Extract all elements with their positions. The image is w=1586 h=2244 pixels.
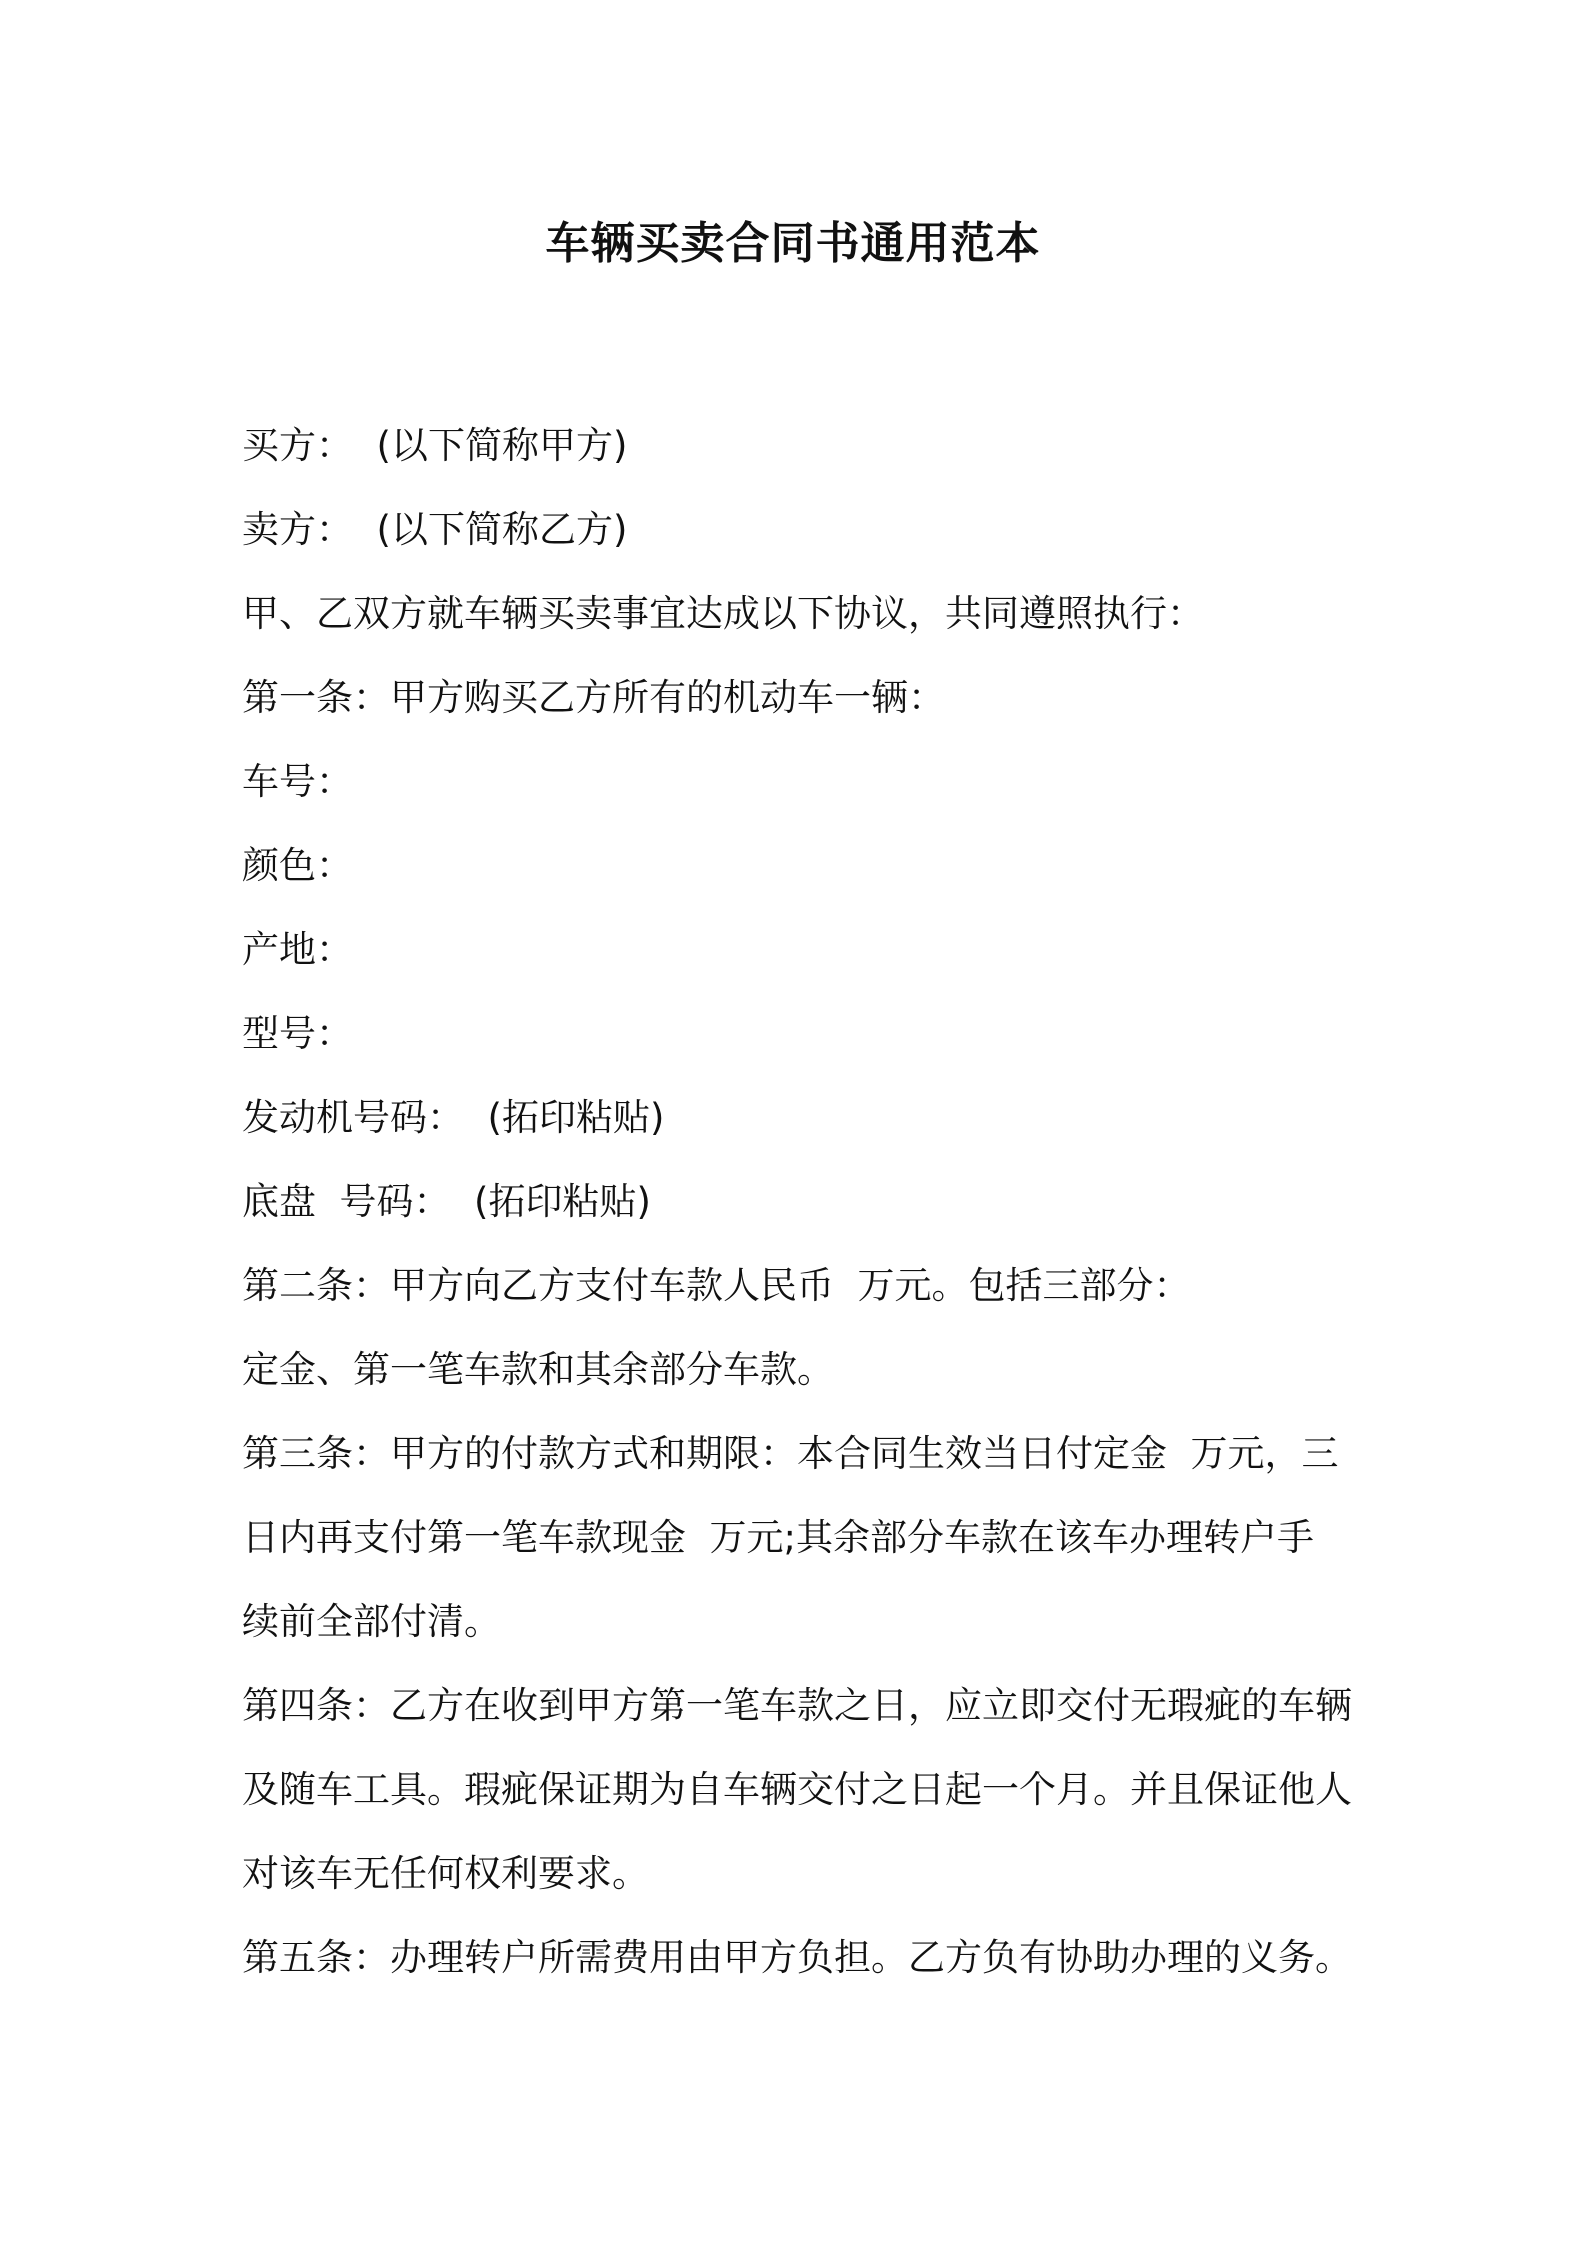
model-line: 型号： bbox=[242, 1012, 353, 1055]
article-3: 第三条：甲方的付款方式和期限：本合同生效当日付定金 万元，三 bbox=[242, 1432, 1339, 1475]
origin-line: 产地： bbox=[242, 928, 353, 971]
article-5: 第五条：办理转户所需费用由甲方负担。乙方负有协助办理的义务。 bbox=[242, 1936, 1352, 1979]
plate-number-line: 车号： bbox=[242, 760, 353, 803]
chassis-number-line: 底盘 号码： (拓印粘贴) bbox=[242, 1180, 651, 1223]
article-4-continued: 及随车工具。瑕疵保证期为自车辆交付之日起一个月。并且保证他人 bbox=[242, 1768, 1352, 1811]
article-4-end: 对该车无任何权利要求。 bbox=[242, 1852, 649, 1895]
article-2: 第二条：甲方向乙方支付车款人民币 万元。包括三部分： bbox=[242, 1264, 1191, 1307]
article-3-continued: 日内再支付第一笔车款现金 万元;其余部分车款在该车办理转户手 bbox=[242, 1516, 1314, 1559]
document-body bbox=[242, 404, 1362, 2000]
engine-number-line: 发动机号码： (拓印粘贴) bbox=[242, 1096, 665, 1139]
document-title: 车辆买卖合同书通用范本 bbox=[545, 218, 1041, 269]
article-1: 第一条：甲方购买乙方所有的机动车一辆： bbox=[242, 676, 945, 719]
seller-line: 卖方： (以下简称乙方) bbox=[242, 508, 628, 551]
buyer-line: 买方： (以下简称甲方) bbox=[242, 424, 628, 467]
agreement-intro: 甲、乙双方就车辆买卖事宜达成以下协议，共同遵照执行： bbox=[242, 592, 1204, 635]
article-3-end: 续前全部付清。 bbox=[242, 1600, 501, 1643]
color-line: 颜色： bbox=[242, 844, 353, 887]
article-2-continued: 定金、第一笔车款和其余部分车款。 bbox=[242, 1348, 834, 1391]
article-4: 第四条：乙方在收到甲方第一笔车款之日，应立即交付无瑕疵的车辆 bbox=[242, 1684, 1352, 1727]
